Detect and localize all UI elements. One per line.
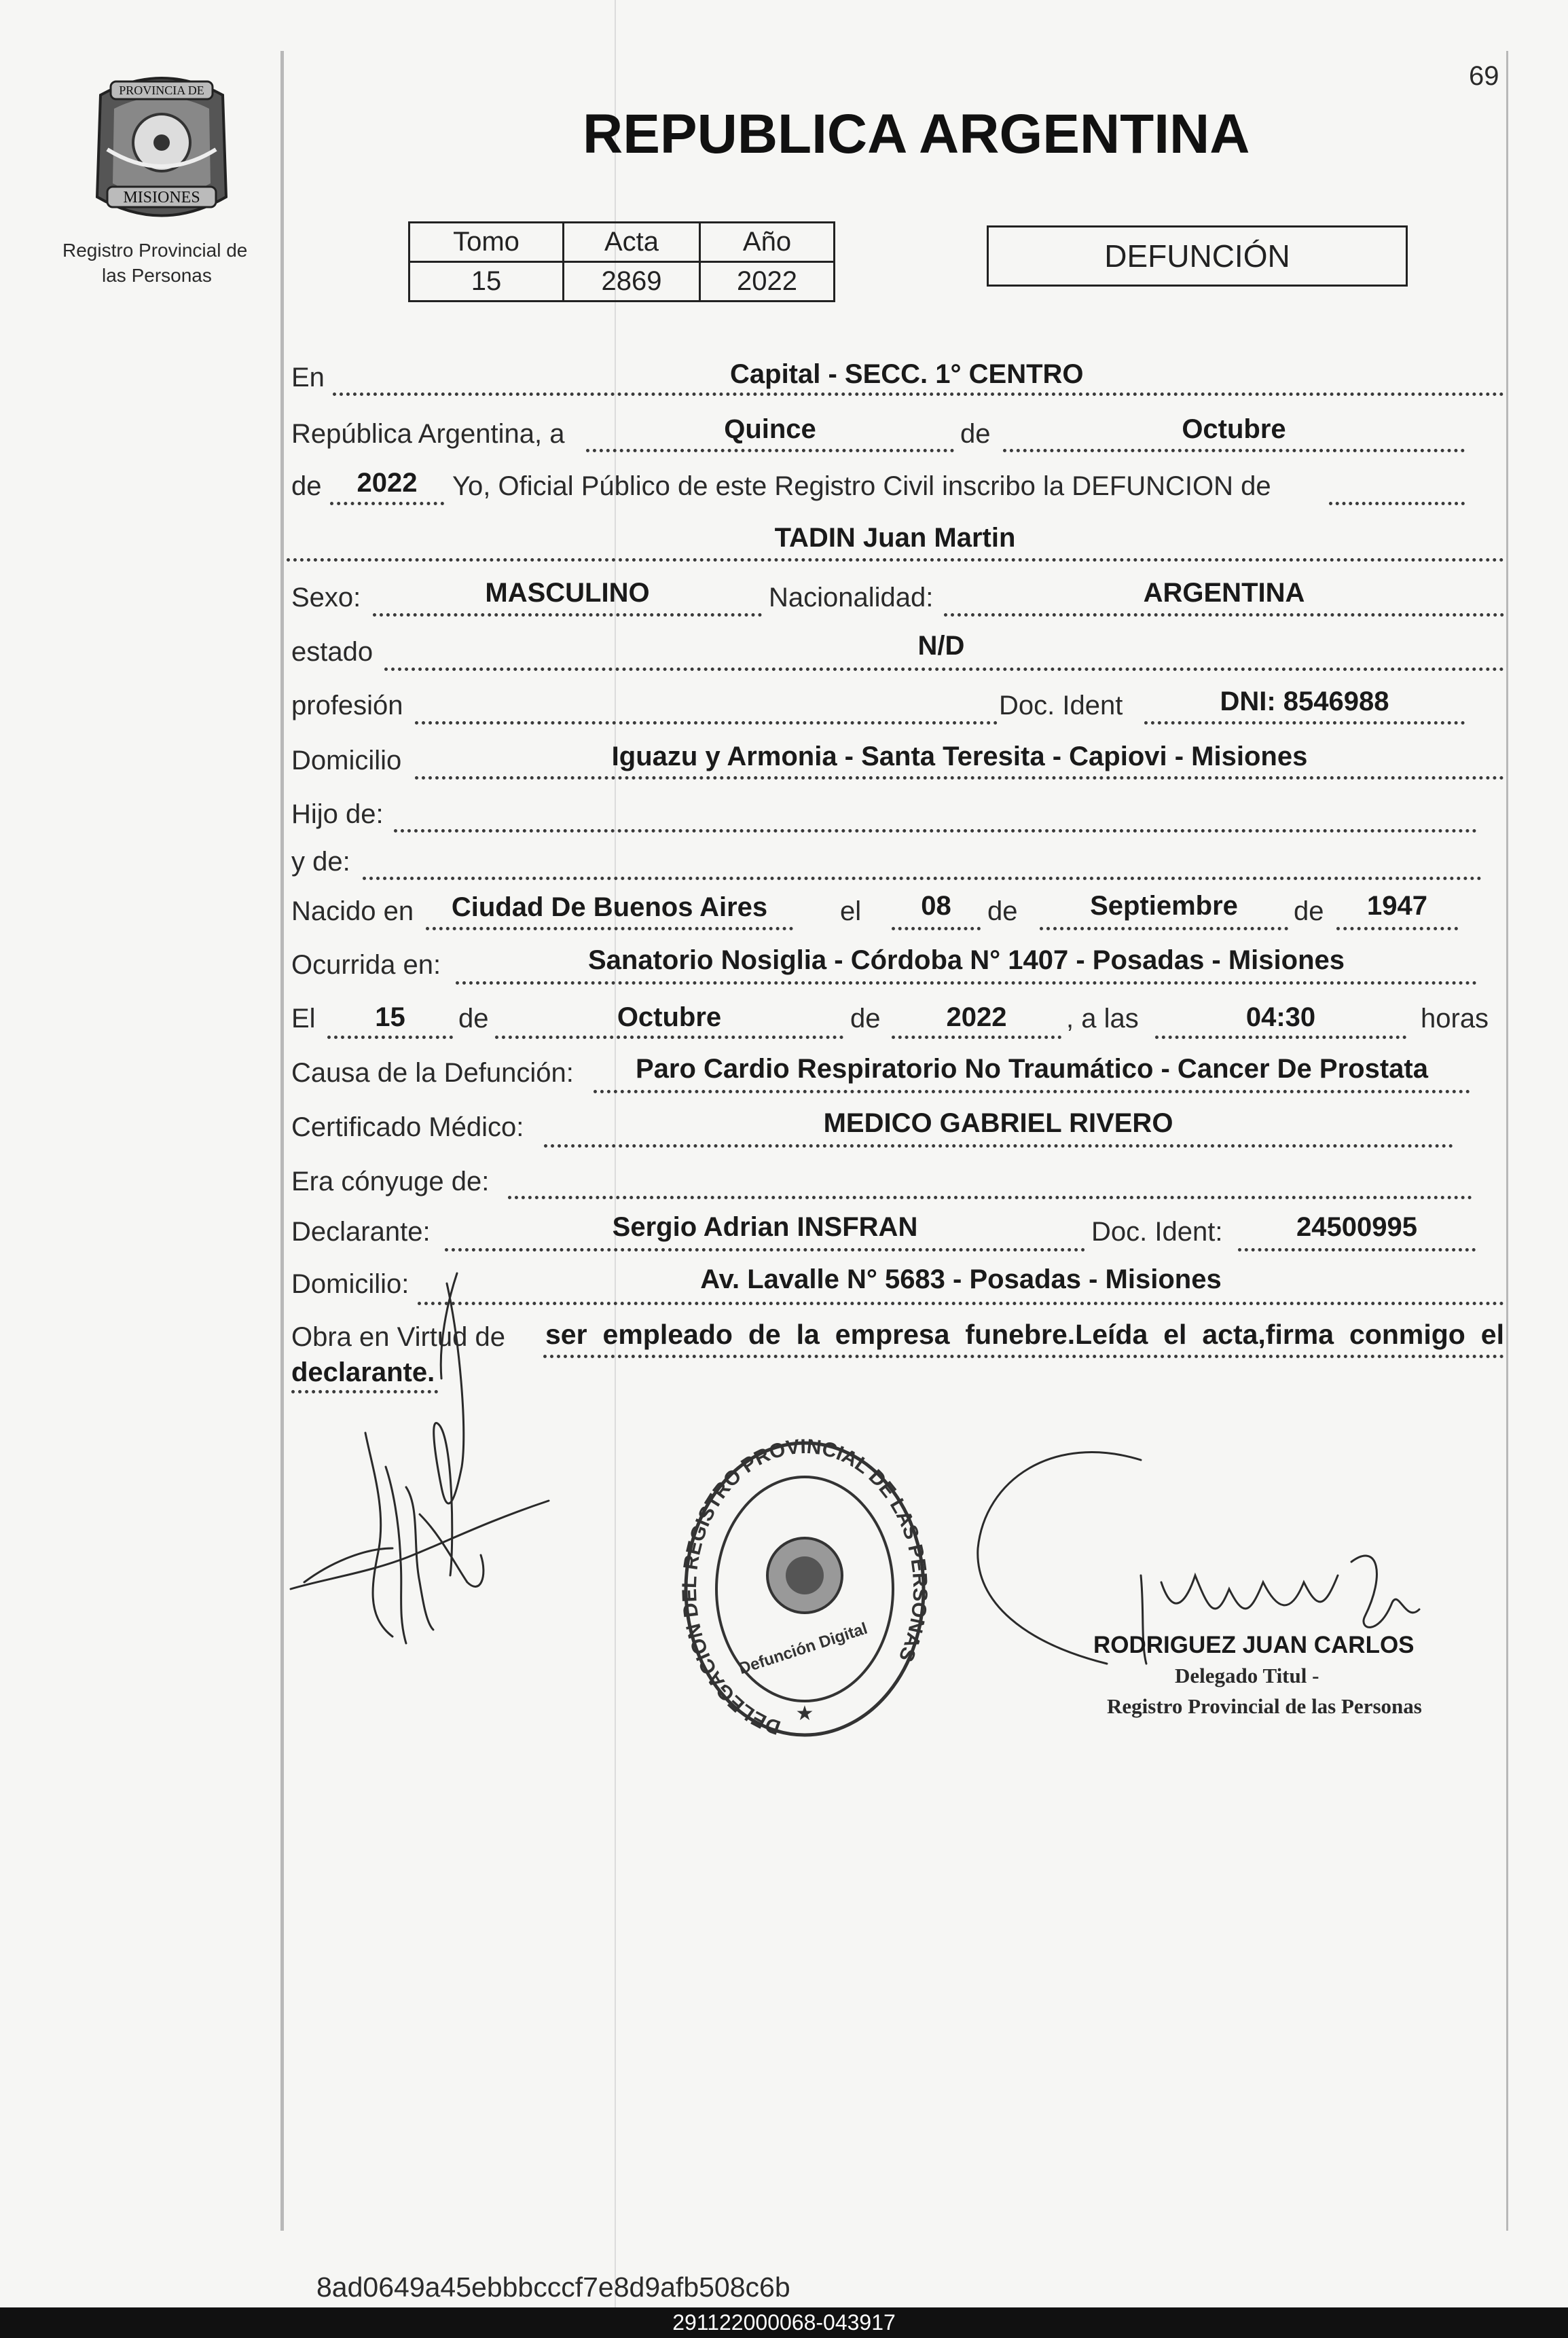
- alas-label: , a las: [1066, 1004, 1139, 1034]
- domicilio-value: Iguazu y Armonia - Santa Teresita - Capiovi - Misiones: [611, 742, 1308, 771]
- obra-label: Obra en Virtud de: [291, 1322, 506, 1352]
- horas-label: horas: [1421, 1004, 1489, 1034]
- yde-label: y de:: [291, 847, 350, 877]
- domicilio2-dotline: [418, 1302, 1504, 1305]
- day-value: Quince: [724, 414, 816, 444]
- death-day-dotline: [327, 1036, 453, 1039]
- doc-label: Doc. Ident: [999, 691, 1123, 720]
- page-number: 69: [1469, 61, 1499, 91]
- declarante-doc-value: 24500995: [1296, 1212, 1417, 1242]
- document-hash: 8ad0649a45ebbbcccf7e8d9afb508c6b: [316, 2271, 790, 2303]
- record-table: [408, 221, 835, 302]
- official-title: Delegado Titul -: [1175, 1664, 1319, 1687]
- birth-day-dotline: [892, 927, 981, 930]
- ocurrida-value: Sanatorio Nosiglia - Córdoba N° 1407 - Posadas - Misiones: [587, 945, 1345, 975]
- inscribo-tail-dotline: [1329, 502, 1465, 505]
- doc-value: DNI: 8546988: [1220, 687, 1389, 716]
- official-name: RODRIGUEZ JUAN CARLOS: [1093, 1632, 1415, 1658]
- death-month-dotline: [495, 1036, 843, 1039]
- conyuge-dotline: [508, 1196, 1472, 1199]
- declarante-doc-dotline: [1238, 1248, 1476, 1252]
- year-value: 2022: [357, 468, 418, 498]
- record-type-box: DEFUNCIÓN: [987, 225, 1408, 287]
- birth-day: 08: [921, 891, 951, 921]
- causa-dotline: [594, 1090, 1470, 1093]
- profesion-label: profesión: [291, 691, 403, 720]
- nacido-label: Nacido en: [291, 896, 414, 926]
- declarante-label: Declarante:: [291, 1217, 431, 1247]
- en-dotline: [333, 392, 1504, 396]
- birth-month: Septiembre: [1090, 891, 1238, 921]
- death-year-dotline: [892, 1036, 1061, 1039]
- deceased-name: TADIN Juan Martin: [774, 523, 1016, 553]
- nacionalidad-value: ARGENTINA: [1143, 578, 1305, 608]
- stamp-ring-text: DELEGACION DEL REGISTRO PROVINCIAL DE LAS PERSONAS: [679, 1436, 930, 1739]
- death-time: 04:30: [1245, 1002, 1316, 1032]
- stamp-star-icon: ★: [795, 1702, 814, 1725]
- tomo-value: 15: [409, 262, 564, 302]
- death-time-dotline: [1155, 1036, 1406, 1039]
- domicilio2-value: Av. Lavalle N° 5683 - Posadas - Misiones: [700, 1264, 1222, 1294]
- profesion-dotline: [415, 721, 998, 725]
- document-code-bar: 291122000068-043917: [0, 2307, 1568, 2338]
- en-label: En: [291, 363, 325, 392]
- anio-header: Año: [700, 223, 835, 262]
- fold-line: [615, 0, 616, 2307]
- sexo-dotline: [373, 613, 762, 617]
- birth-year-dotline: [1336, 927, 1458, 930]
- sexo-value: MASCULINO: [485, 578, 650, 608]
- inscribo-text: Yo, Oficial Público de este Registro Civil inscribo la DEFUNCION de: [452, 471, 1271, 501]
- birth-de-1: de: [987, 896, 1018, 926]
- nacionalidad-label: Nacionalidad:: [769, 583, 934, 613]
- death-day: 15: [375, 1002, 405, 1032]
- declarant-signature: [284, 1263, 555, 1684]
- death-de-1: de: [458, 1004, 489, 1034]
- death-month: Octubre: [617, 1002, 722, 1032]
- name-dotline: [287, 558, 1504, 562]
- ocurrida-dotline: [456, 981, 1477, 985]
- republica-label: República Argentina, a: [291, 419, 565, 449]
- hijo-label: Hijo de:: [291, 799, 384, 829]
- page-title: REPUBLICA ARGENTINA: [583, 103, 1250, 165]
- day-dotline: [586, 449, 954, 452]
- causa-value: Paro Cardio Respiratorio No Traumático - Cancer De Prostata: [636, 1054, 1428, 1084]
- declarante-dotline: [445, 1248, 1085, 1252]
- acta-header: Acta: [564, 223, 700, 262]
- hijo-dotline: [394, 829, 1477, 833]
- estado-value: N/D: [917, 631, 965, 661]
- nacido-dotline: [426, 927, 793, 930]
- birth-year: 1947: [1367, 891, 1427, 921]
- month-dotline: [1003, 449, 1465, 452]
- left-margin-line: [280, 51, 284, 2231]
- certificado-value: MEDICO GABRIEL RIVERO: [823, 1108, 1173, 1138]
- domicilio-label: Domicilio: [291, 746, 402, 775]
- estado-label: estado: [291, 637, 373, 667]
- conyuge-label: Era cónyuge de:: [291, 1167, 490, 1197]
- stamp-inner-text: Defunción Digital: [736, 1619, 870, 1679]
- acta-value: 2869: [564, 262, 700, 302]
- month-value: Octubre: [1182, 414, 1286, 444]
- sexo-label: Sexo:: [291, 583, 361, 613]
- ocurrida-label: Ocurrida en:: [291, 950, 441, 980]
- yde-dotline: [363, 877, 1482, 880]
- year-dotline: [330, 502, 444, 505]
- declarante-value: Sergio Adrian INSFRAN: [612, 1212, 918, 1242]
- death-year: 2022: [946, 1002, 1007, 1032]
- doc-dotline: [1144, 721, 1465, 725]
- obra-value-line-1: ser empleado de la empresa funebre.Leída el acta,firma conmigo el: [545, 1319, 1504, 1350]
- el2-label: El: [291, 1004, 316, 1034]
- obra-dotline-1: [543, 1355, 1504, 1358]
- nacionalidad-dotline: [944, 613, 1504, 617]
- domicilio-dotline: [415, 776, 1504, 780]
- causa-label: Causa de la Defunción:: [291, 1058, 574, 1088]
- province-logo: [87, 68, 236, 224]
- domicilio2-label: Domicilio:: [291, 1269, 409, 1299]
- de-label-1: de: [960, 419, 991, 449]
- registry-seal-stamp: [679, 1436, 930, 1749]
- estado-dotline: [384, 668, 1504, 671]
- registry-line-1: Registro Provincial de: [62, 240, 248, 261]
- death-de-2: de: [850, 1004, 881, 1034]
- nacido-value: Ciudad De Buenos Aires: [451, 892, 768, 922]
- el-label: el: [840, 896, 862, 926]
- declarante-doc-label: Doc. Ident:: [1091, 1217, 1223, 1247]
- logo-top-text: PROVINCIA DE: [119, 84, 204, 97]
- tomo-header: Tomo: [409, 223, 564, 262]
- obra-value-line-2: declarante.: [291, 1357, 435, 1387]
- certificado-label: Certificado Médico:: [291, 1112, 524, 1142]
- certificado-dotline: [544, 1144, 1453, 1148]
- anio-value: 2022: [700, 262, 835, 302]
- right-margin-line: [1506, 51, 1508, 2231]
- en-value: Capital - SECC. 1° CENTRO: [730, 359, 1084, 389]
- logo-bottom-text: MISIONES: [123, 189, 200, 206]
- birth-de-2: de: [1294, 896, 1324, 926]
- year-de-label: de: [291, 471, 322, 501]
- registry-line-2: las Personas: [102, 265, 212, 286]
- official-office: Registro Provincial de las Personas: [1107, 1694, 1422, 1718]
- birth-month-dotline: [1040, 927, 1288, 930]
